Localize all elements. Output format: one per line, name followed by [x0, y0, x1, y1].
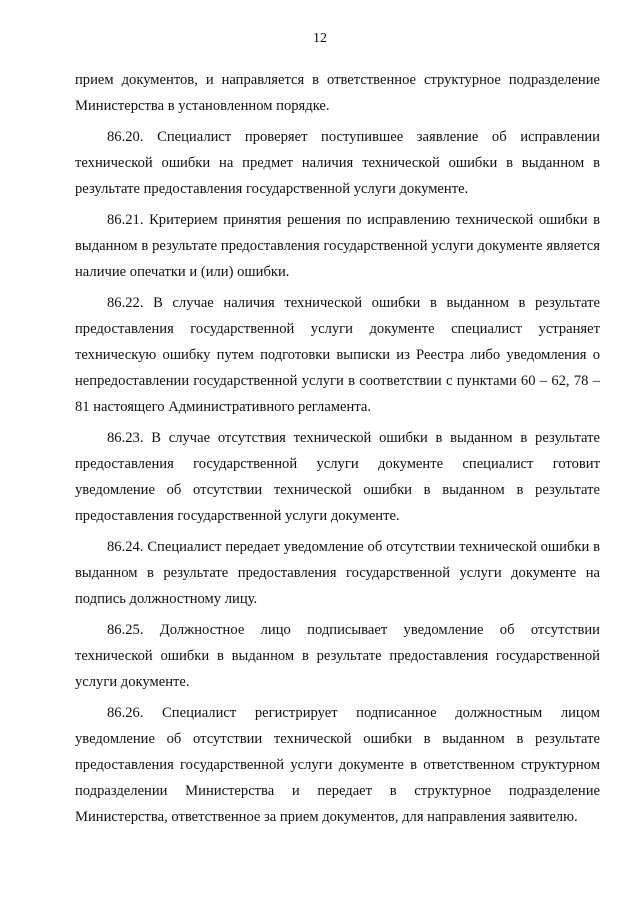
- paragraph-86-22: 86.22. В случае наличия технической ошибки в выданном в результате предоставления государственной услуги документе специалист устраняет техническую ошибку путем подготовки выписки из Реестра либо уведомления о непредоставлении государственной услуги в соответствии с пунктами 60 – 62, 78 – 81 настоящего Административного регламента.: [75, 295, 600, 415]
- paragraph-86-26: 86.26. Специалист регистрирует подписанное должностным лицом уведомление об отсутствии технической ошибки в выданном в результате предоставления государственной услуги документе в ответственном структурном подразделении Министерства и передает в структурное подразделение Министерства, ответственное за прием документов, для направления заявителю.: [75, 705, 600, 825]
- paragraph-86-21: 86.21. Критерием принятия решения по исправлению технической ошибки в выданном в результате предоставления государственной услуги документе является наличие опечатки и (или) ошибки.: [75, 212, 600, 280]
- paragraph-continuation: прием документов, и направляется в ответственное структурное подразделение Министерства в установленном порядке.: [75, 72, 600, 114]
- paragraph-86-24: 86.24. Специалист передает уведомление об отсутствии технической ошибки в выданном в результате предоставления государственной услуги документе на подпись должностному лицу.: [75, 539, 600, 607]
- document-body: [75, 67, 600, 835]
- paragraph-86-23: 86.23. В случае отсутствия технической ошибки в выданном в результате предоставления государственной услуги документе специалист готовит уведомление об отсутствии технической ошибки в выданном в результате предоставления государственной услуги документе.: [75, 430, 600, 524]
- paragraph-86-20: 86.20. Специалист проверяет поступившее заявление об исправлении технической ошибки на предмет наличия технической ошибки в выданном в результате предоставления государственной услуги документе.: [75, 129, 600, 197]
- paragraph-86-25: 86.25. Должностное лицо подписывает уведомление об отсутствии технической ошибки в выданном в результате предоставления государственной услуги документе.: [75, 622, 600, 690]
- page-number: 12: [313, 31, 327, 46]
